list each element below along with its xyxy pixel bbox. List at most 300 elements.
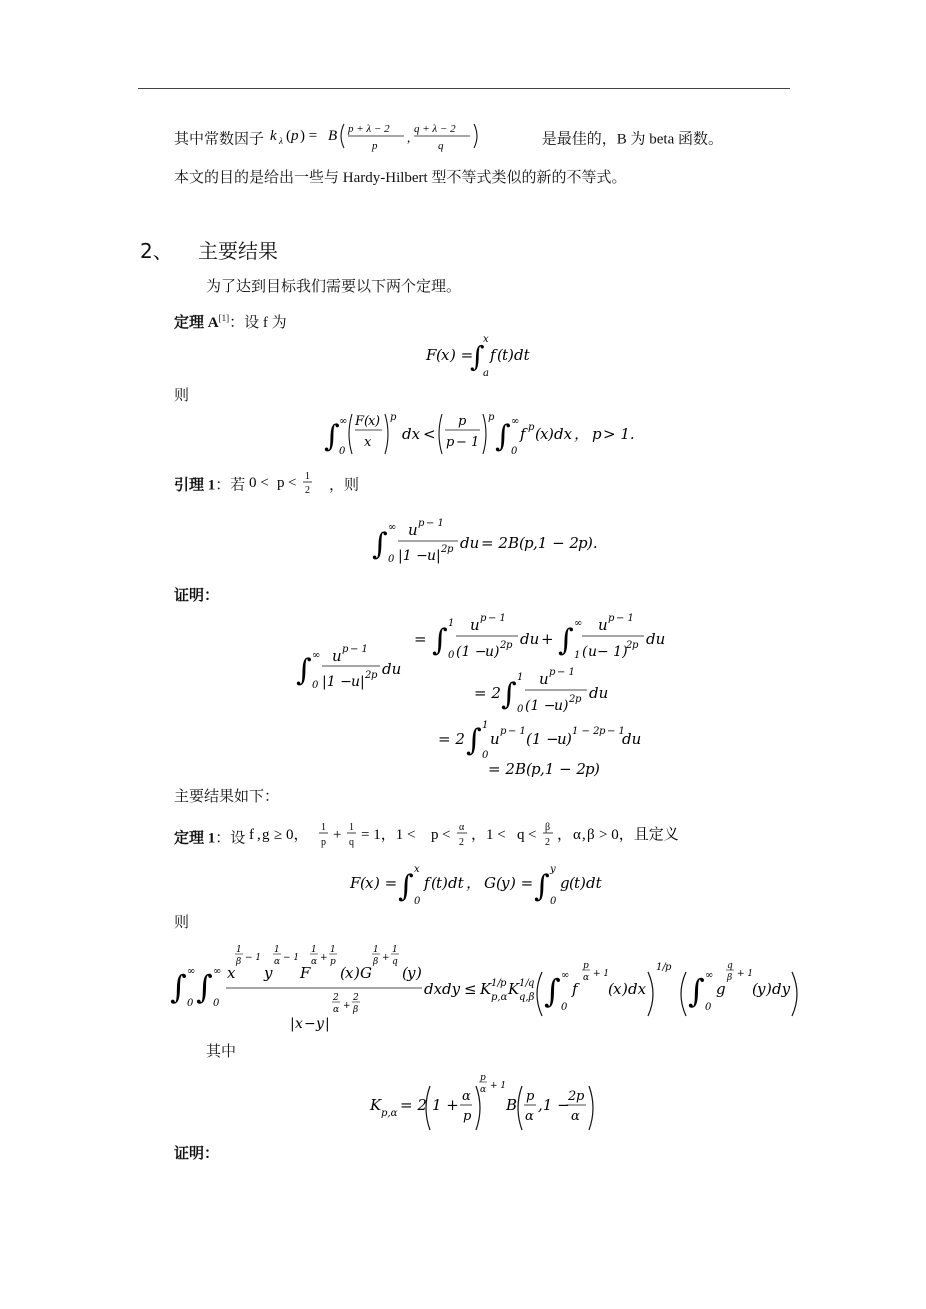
svg-text:p: p — [531, 760, 541, 778]
svg-text:u: u — [332, 647, 342, 665]
svg-text:p: p — [599, 726, 606, 737]
theorem-1-label: 定理 1 — [174, 830, 216, 847]
svg-text:2: 2 — [441, 544, 448, 555]
svg-text:2: 2 — [500, 640, 507, 651]
svg-text:B: B — [506, 1096, 518, 1114]
svg-text:(: ( — [285, 128, 291, 144]
svg-text:K: K — [508, 980, 520, 998]
svg-text:1: 1 — [482, 720, 489, 731]
svg-text:β: β — [587, 827, 595, 843]
svg-text:∫: ∫ — [534, 869, 550, 904]
svg-text:0: 0 — [511, 446, 518, 457]
svg-text:p: p — [480, 1073, 486, 1083]
svg-text:p: p — [446, 435, 455, 450]
svg-text:∞: ∞ — [574, 618, 583, 629]
svg-text:G: G — [360, 964, 372, 982]
svg-text:u: u — [485, 644, 495, 660]
svg-text:1/: 1/ — [519, 978, 529, 989]
svg-text:u: u — [470, 616, 480, 634]
svg-text:y: y — [264, 964, 273, 982]
svg-text:x: x — [295, 1016, 303, 1032]
section-number: 2、 — [140, 239, 173, 263]
svg-text:(: ( — [752, 980, 758, 998]
svg-text:p,α: p,α — [491, 992, 508, 1003]
svg-text:|: | — [290, 1016, 295, 1032]
svg-text:，1 <: ，1 < — [471, 827, 506, 843]
lemma-1-statement — [174, 471, 360, 498]
svg-text:λ: λ — [278, 136, 283, 146]
svg-text:y: y — [316, 1016, 324, 1032]
proof-1-label-text: 证明 — [174, 588, 205, 604]
svg-text:> 0，且定义: > 0，且定义 — [599, 827, 679, 843]
svg-text:1 +: 1 + — [432, 1096, 459, 1114]
svg-text:,: , — [582, 827, 586, 843]
svg-text:F: F — [426, 346, 437, 364]
svg-text:α: α — [573, 827, 581, 843]
svg-text:q: q — [517, 827, 525, 843]
svg-text:∫: ∫ — [544, 972, 561, 1010]
svg-text:(: ( — [535, 425, 541, 443]
theorem-a-citation: [1] — [218, 313, 230, 323]
svg-text:0: 0 — [339, 446, 346, 457]
svg-text:2: 2 — [353, 993, 359, 1003]
svg-text:− 1: − 1 — [283, 953, 300, 963]
svg-text:(1 −: (1 − — [525, 698, 556, 714]
svg-text:du: du — [646, 630, 666, 648]
svg-text:∞: ∞ — [312, 650, 321, 661]
svg-text:u: u — [588, 644, 598, 660]
svg-text:): ) — [442, 874, 448, 892]
proof-2-label: 证明： — [174, 1146, 220, 1162]
svg-text:+ 1: + 1 — [490, 1081, 507, 1091]
svg-text:q,β: q,β — [519, 992, 535, 1003]
svg-text:p: p — [575, 694, 582, 705]
svg-text:2: 2 — [333, 993, 339, 1003]
svg-text:+: + — [541, 630, 554, 648]
svg-text:f: f — [490, 346, 496, 364]
svg-text:(: ( — [431, 874, 437, 892]
svg-text:t: t — [502, 346, 509, 364]
svg-text:p: p — [488, 412, 495, 423]
svg-text:) =: ) = — [299, 128, 317, 144]
svg-text:u: u — [490, 730, 500, 748]
svg-text:u: u — [554, 698, 564, 714]
svg-text:p: p — [500, 978, 507, 989]
svg-text:(1 −: (1 − — [526, 730, 559, 748]
theorem-1-statement — [174, 822, 679, 852]
svg-text:p + λ − 2: p + λ − 2 — [347, 123, 390, 135]
svg-text:α: α — [571, 1109, 580, 1124]
header-rule — [138, 88, 790, 89]
svg-text:du: du — [382, 660, 402, 678]
svg-text:dx: dx — [402, 425, 421, 443]
svg-text:(: ( — [360, 874, 366, 892]
svg-text:dt: dt — [586, 874, 602, 892]
lemma-1-text2: ，则 — [329, 477, 360, 494]
svg-text:− 1: − 1 — [350, 644, 368, 655]
svg-text:2: 2 — [569, 694, 576, 705]
svg-text:dy: dy — [772, 980, 791, 998]
svg-text:f: f — [249, 827, 255, 843]
svg-text:+: + — [320, 953, 328, 963]
svg-text:K: K — [480, 980, 492, 998]
svg-text:): ) — [594, 760, 600, 778]
svg-text:du: du — [622, 730, 642, 748]
theorem-a-label: 定理 A — [174, 315, 219, 331]
svg-text:+ 1: + 1 — [593, 969, 610, 979]
svg-text:∞: ∞ — [561, 970, 570, 981]
svg-text:dt: dt — [514, 346, 530, 364]
svg-text:(: ( — [569, 874, 575, 892]
lemma-1-text1: ：若 — [215, 477, 246, 494]
svg-text:): ) — [508, 346, 514, 364]
theorem-1-conditions — [249, 818, 679, 852]
svg-text:y: y — [501, 874, 510, 892]
svg-text:p: p — [500, 726, 507, 737]
svg-text:p: p — [665, 962, 672, 973]
svg-text:∞: ∞ — [705, 970, 714, 981]
svg-text:+: + — [382, 953, 390, 963]
svg-text:t: t — [574, 874, 581, 892]
svg-text:∞: ∞ — [339, 416, 348, 427]
svg-text:1: 1 — [392, 945, 398, 955]
svg-text:0: 0 — [482, 750, 489, 761]
svg-text:x: x — [414, 864, 420, 875]
svg-text:x: x — [441, 346, 450, 364]
svg-text:，: ， — [557, 827, 573, 843]
svg-text:p: p — [578, 534, 588, 552]
lemma-1-condition — [249, 468, 329, 498]
svg-text:∫: ∫ — [495, 419, 511, 454]
svg-text:q: q — [437, 140, 444, 152]
svg-text:u: u — [539, 670, 549, 688]
svg-text:= 2: = 2 — [481, 534, 508, 552]
svg-text:p: p — [342, 644, 349, 655]
svg-text:β: β — [373, 957, 379, 967]
svg-text:dx: dx — [628, 980, 647, 998]
svg-text:du: du — [520, 630, 540, 648]
svg-text:(: ( — [526, 760, 532, 778]
svg-text:2: 2 — [459, 837, 465, 848]
svg-text:+: + — [333, 827, 342, 843]
svg-text:|1 −: |1 − — [322, 674, 352, 690]
proof-1-label: 证明： — [174, 588, 220, 604]
theorem-1-text: ：设 — [215, 830, 246, 847]
svg-text:x: x — [345, 964, 354, 982]
svg-text:F: F — [350, 874, 361, 892]
svg-text:− 1: − 1 — [557, 667, 575, 678]
svg-text:∫: ∫ — [688, 972, 705, 1010]
svg-text:): ) — [766, 980, 772, 998]
svg-text:) =: ) = — [374, 874, 398, 892]
svg-text:0: 0 — [414, 896, 421, 907]
svg-text:): ) — [375, 414, 381, 429]
svg-text:p: p — [583, 961, 589, 971]
svg-text:= 2: = 2 — [488, 760, 515, 778]
svg-text:∞: ∞ — [511, 416, 520, 427]
k-lambda-formula — [268, 118, 542, 154]
svg-text:,: , — [406, 130, 411, 145]
intro-text: 为了达到目标我们需要以下两个定理。 — [206, 279, 462, 295]
svg-text:0: 0 — [550, 896, 557, 907]
svg-text:,1 − 2: ,1 − 2 — [540, 760, 586, 778]
svg-text:− 1: − 1 — [456, 435, 480, 450]
svg-text:1: 1 — [321, 822, 327, 833]
equation-main-inequality — [170, 938, 810, 1042]
svg-text:∫: ∫ — [470, 340, 485, 373]
svg-text:2: 2 — [545, 837, 551, 848]
svg-text:− 1: − 1 — [607, 726, 625, 737]
svg-text:+: + — [343, 1001, 351, 1011]
svg-text:F: F — [300, 964, 311, 982]
svg-text:q: q — [392, 957, 398, 967]
svg-text:1: 1 — [448, 618, 455, 629]
svg-text:(: ( — [436, 346, 442, 364]
svg-text:α: α — [583, 973, 590, 983]
svg-text:0: 0 — [187, 998, 194, 1009]
svg-text:x: x — [483, 334, 489, 345]
svg-text:∞: ∞ — [187, 966, 196, 977]
svg-text:|: | — [436, 548, 441, 564]
svg-text:p: p — [321, 837, 327, 848]
svg-text:= 2: = 2 — [474, 684, 501, 702]
svg-text:β: β — [353, 1005, 359, 1015]
equation-lemma-1 — [370, 514, 630, 574]
svg-text:p: p — [418, 518, 425, 529]
svg-text:g: g — [716, 980, 726, 998]
svg-text:∫: ∫ — [558, 623, 574, 658]
svg-text:q + λ − 2: q + λ − 2 — [413, 123, 456, 135]
svg-text:p: p — [592, 425, 602, 443]
svg-text:α: α — [274, 957, 281, 967]
theorem-a-statement — [174, 308, 287, 333]
svg-text:y: y — [407, 964, 416, 982]
svg-text:<: < — [442, 827, 451, 843]
svg-text:).: ). — [587, 534, 598, 552]
paragraph-constant-factor — [174, 123, 724, 154]
svg-text:): ) — [416, 964, 422, 982]
svg-text:β: β — [545, 822, 551, 833]
para1-prefix: 其中常数因子 — [174, 131, 265, 148]
svg-text:p: p — [506, 640, 513, 651]
svg-text:g: g — [262, 827, 270, 843]
svg-text:dx: dx — [554, 425, 573, 443]
svg-text:p: p — [632, 640, 639, 651]
svg-text:2: 2 — [365, 670, 372, 681]
svg-text:q: q — [727, 961, 733, 971]
svg-text:q: q — [349, 837, 355, 848]
svg-text:0: 0 — [561, 1002, 568, 1013]
svg-text:1: 1 — [574, 650, 581, 661]
section-title: 主要结果 — [198, 239, 278, 263]
svg-text:a: a — [483, 368, 489, 379]
svg-text:0: 0 — [448, 650, 455, 661]
where-text: 其中 — [206, 1044, 237, 1060]
proof-2-label-text: 证明 — [174, 1146, 205, 1162]
svg-text:p,α: p,α — [381, 1108, 398, 1119]
svg-text:∫: ∫ — [372, 527, 388, 562]
svg-text:α: α — [525, 1109, 534, 1124]
svg-text:x: x — [365, 874, 374, 892]
svg-text:1: 1 — [236, 945, 242, 955]
svg-text:α: α — [459, 822, 465, 833]
svg-text:): ) — [563, 698, 569, 714]
svg-text:− 1: − 1 — [245, 953, 262, 963]
svg-text:= 2: = 2 — [400, 1096, 427, 1114]
svg-text:α: α — [462, 1089, 471, 1104]
main-results-intro: 主要结果如下： — [174, 789, 280, 805]
svg-text:≥ 0，: ≥ 0， — [274, 827, 309, 843]
svg-text:p: p — [480, 613, 487, 624]
svg-text:u: u — [598, 616, 608, 634]
svg-text:p: p — [447, 544, 454, 555]
lemma-1-label: 引理 1 — [174, 477, 216, 494]
svg-text:β: β — [236, 957, 242, 967]
svg-text:(: ( — [496, 874, 502, 892]
svg-text:p: p — [371, 670, 378, 681]
svg-text:K: K — [370, 1096, 382, 1114]
svg-text:− 1: − 1 — [508, 726, 526, 737]
equation-proof-1 — [296, 606, 676, 786]
svg-text:= 2: = 2 — [438, 730, 465, 748]
svg-text:− 1): − 1) — [597, 644, 628, 660]
svg-text:dxdy: dxdy — [424, 980, 461, 998]
svg-text:∫: ∫ — [501, 677, 517, 712]
svg-text:p: p — [549, 667, 556, 678]
svg-text:≤: ≤ — [464, 980, 477, 998]
svg-text:0 <: 0 < — [249, 475, 269, 491]
svg-text:): ) — [580, 874, 586, 892]
then-1: 则 — [174, 388, 190, 404]
svg-text:du: du — [589, 684, 609, 702]
svg-text:α: α — [480, 1085, 487, 1095]
svg-text:<: < — [528, 827, 537, 843]
svg-text:G: G — [484, 874, 496, 892]
svg-text:β: β — [727, 973, 733, 983]
svg-text:<: < — [423, 425, 436, 443]
svg-text:): ) — [354, 964, 360, 982]
svg-text:<: < — [288, 475, 297, 491]
svg-text:) =: ) = — [510, 874, 534, 892]
svg-text:f: f — [572, 980, 578, 998]
svg-text:1: 1 — [305, 471, 311, 482]
svg-text:1: 1 — [311, 945, 317, 955]
svg-text:0: 0 — [705, 1002, 712, 1013]
svg-text:x: x — [368, 414, 376, 429]
svg-text:f: f — [424, 874, 430, 892]
svg-text:|1 −: |1 − — [398, 548, 428, 564]
svg-text:(: ( — [497, 346, 503, 364]
svg-text:1: 1 — [330, 945, 336, 955]
svg-text:α: α — [333, 1005, 340, 1015]
svg-text:p: p — [458, 414, 467, 429]
svg-text:1/: 1/ — [491, 978, 501, 989]
svg-text:，: ， — [574, 425, 590, 443]
svg-text:x: x — [227, 964, 236, 982]
svg-text:1: 1 — [373, 945, 379, 955]
svg-text:= 1，1 <: = 1，1 < — [361, 827, 416, 843]
svg-text:0: 0 — [312, 680, 319, 691]
svg-text:∫: ∫ — [432, 623, 448, 658]
para1-suffix: 是最佳的，B 为 beta 函数。 — [541, 131, 724, 148]
svg-text:f: f — [520, 425, 526, 443]
svg-text:B: B — [327, 128, 337, 144]
svg-text:1 − 2: 1 − 2 — [572, 726, 600, 737]
svg-text:): ) — [566, 730, 572, 748]
svg-text:(: ( — [608, 980, 614, 998]
svg-text:p: p — [390, 412, 397, 423]
svg-text:x: x — [613, 980, 622, 998]
svg-text:x: x — [540, 425, 549, 443]
svg-text:∫: ∫ — [196, 968, 213, 1006]
svg-text:∫: ∫ — [170, 968, 187, 1006]
svg-text:0: 0 — [213, 998, 220, 1009]
equation-F-def — [424, 330, 564, 384]
svg-text:> 1.: > 1. — [603, 425, 635, 443]
svg-text:B: B — [515, 760, 527, 778]
svg-text:p: p — [526, 1089, 535, 1104]
svg-text:1/: 1/ — [656, 962, 666, 973]
svg-text:∫: ∫ — [296, 653, 312, 688]
svg-text:0: 0 — [517, 704, 524, 715]
svg-text:,1 − 2: ,1 − 2 — [533, 534, 579, 552]
svg-text:−: − — [304, 1016, 316, 1032]
equation-K-def — [368, 1068, 598, 1142]
svg-text:(: ( — [364, 414, 370, 429]
svg-text:α: α — [311, 957, 318, 967]
svg-text:(1 −: (1 − — [456, 644, 487, 660]
svg-text:,: , — [257, 827, 261, 843]
svg-text:∫: ∫ — [324, 419, 340, 454]
svg-text:∫: ∫ — [398, 869, 414, 904]
svg-text:p: p — [431, 827, 439, 843]
svg-text:du: du — [460, 534, 480, 552]
svg-text:F: F — [355, 414, 365, 429]
svg-text:k: k — [269, 128, 277, 144]
svg-text:p: p — [463, 1109, 472, 1124]
svg-text:,1 −: ,1 − — [538, 1096, 570, 1114]
svg-text:): ) — [494, 644, 500, 660]
svg-text:1: 1 — [274, 945, 280, 955]
svg-text:): ) — [548, 425, 554, 443]
svg-text:0: 0 — [388, 554, 395, 565]
svg-text:|: | — [325, 1016, 330, 1032]
svg-text:p: p — [608, 613, 615, 624]
svg-text:p: p — [330, 957, 336, 967]
svg-text:∞: ∞ — [213, 966, 222, 977]
svg-text:(: ( — [582, 644, 588, 660]
svg-text:∞: ∞ — [388, 522, 397, 533]
svg-text:p: p — [585, 760, 595, 778]
svg-text:p: p — [528, 422, 535, 433]
svg-text:y: y — [550, 864, 556, 875]
svg-text:2: 2 — [626, 640, 633, 651]
svg-text:g: g — [560, 874, 570, 892]
svg-text:|: | — [360, 674, 365, 690]
svg-text:1: 1 — [517, 672, 524, 683]
svg-text:y: y — [757, 980, 766, 998]
svg-text:t: t — [436, 874, 443, 892]
equation-hardy-inequality — [322, 408, 642, 464]
then-2: 则 — [174, 915, 190, 931]
svg-text:u: u — [427, 548, 437, 564]
svg-text:u: u — [351, 674, 361, 690]
svg-text:p: p — [290, 128, 299, 144]
svg-text:u: u — [557, 730, 567, 748]
svg-text:∫: ∫ — [466, 723, 482, 758]
paragraph-purpose: 本文的目的是给出一些与 Hardy-Hilbert 型不等式类似的新的不等式。 — [174, 170, 627, 186]
svg-text:2: 2 — [305, 485, 311, 496]
